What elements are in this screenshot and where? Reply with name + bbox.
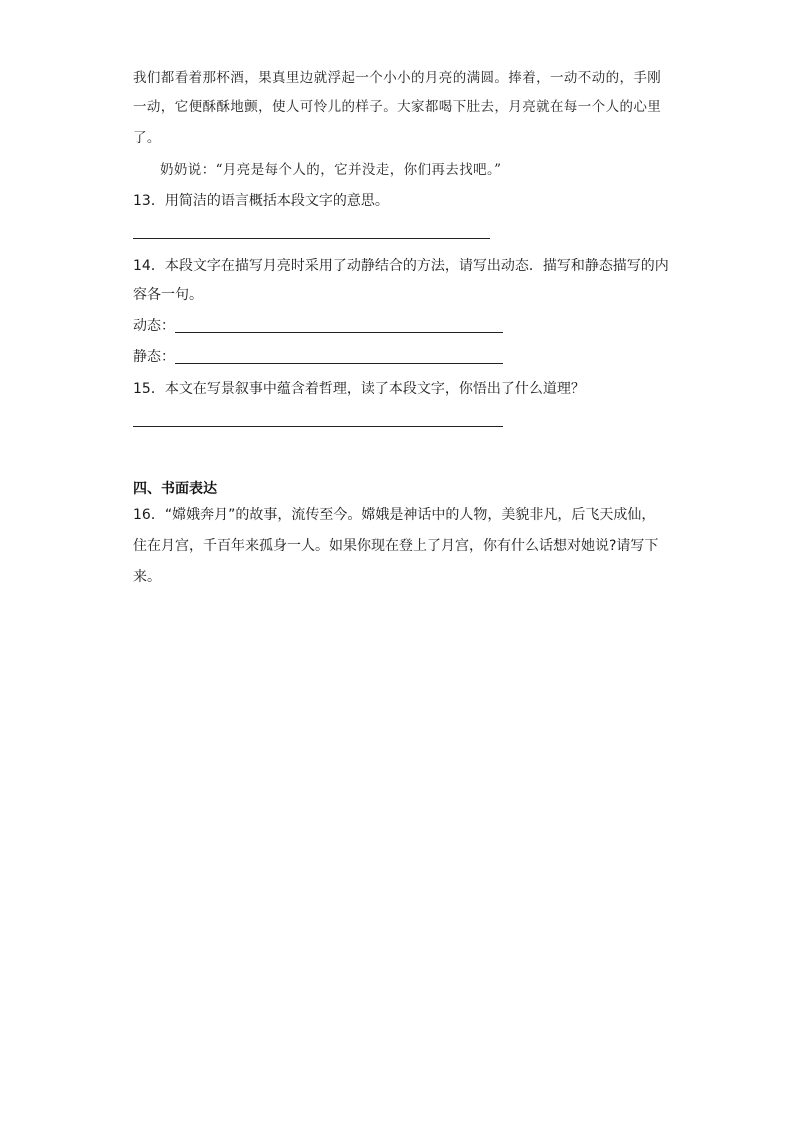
- passage-line-1: 我们都看着那杯酒，果真里边就浮起一个小小的月亮的满圆。捧着，一动不动的，手刚: [133, 70, 662, 86]
- passage-line-3: 了。: [133, 130, 161, 146]
- question-15: 15．本文在写景叙事中蕴含着哲理，读了本段文字，你悟出了什么道理？: [133, 381, 585, 397]
- passage-line-2: 一动，它便酥酥地颤，使人可怜儿的样子。大家都喝下肚去，月亮就在每一个人的心里: [133, 99, 662, 115]
- question-16-line-2: 住在月宫，千百年来孤身一人。如果你现在登上了月宫，你有什么话想对她说?请写下: [133, 538, 659, 554]
- question-13: 13．用简洁的语言概括本段文字的意思。: [133, 193, 389, 209]
- question-16-line-3: 来。: [133, 569, 161, 585]
- static-label: 静态：: [133, 349, 175, 365]
- question-14-line-2: 容各一句。: [133, 287, 203, 303]
- question-16-line-1: 16．“嫦娥奔月”的故事，流传至今。嫦娥是神话中的人物，美貌非凡，后飞天成仙，: [133, 507, 656, 523]
- section-title-writing: 四、书面表达: [133, 481, 217, 497]
- question-14-line-1: 14．本段文字在描写月亮时采用了动静结合的方法，请写出动态．描写和静态描写的内: [133, 258, 669, 274]
- answer-line-15[interactable]: [133, 426, 503, 427]
- answer-line-13[interactable]: [133, 238, 490, 239]
- dynamic-label: 动态：: [133, 318, 175, 334]
- answer-line-dynamic[interactable]: [175, 332, 503, 333]
- answer-line-static[interactable]: [175, 363, 503, 364]
- passage-line-4: 奶奶说：“月亮是每个人的，它并没走，你们再去找吧。”: [160, 162, 502, 178]
